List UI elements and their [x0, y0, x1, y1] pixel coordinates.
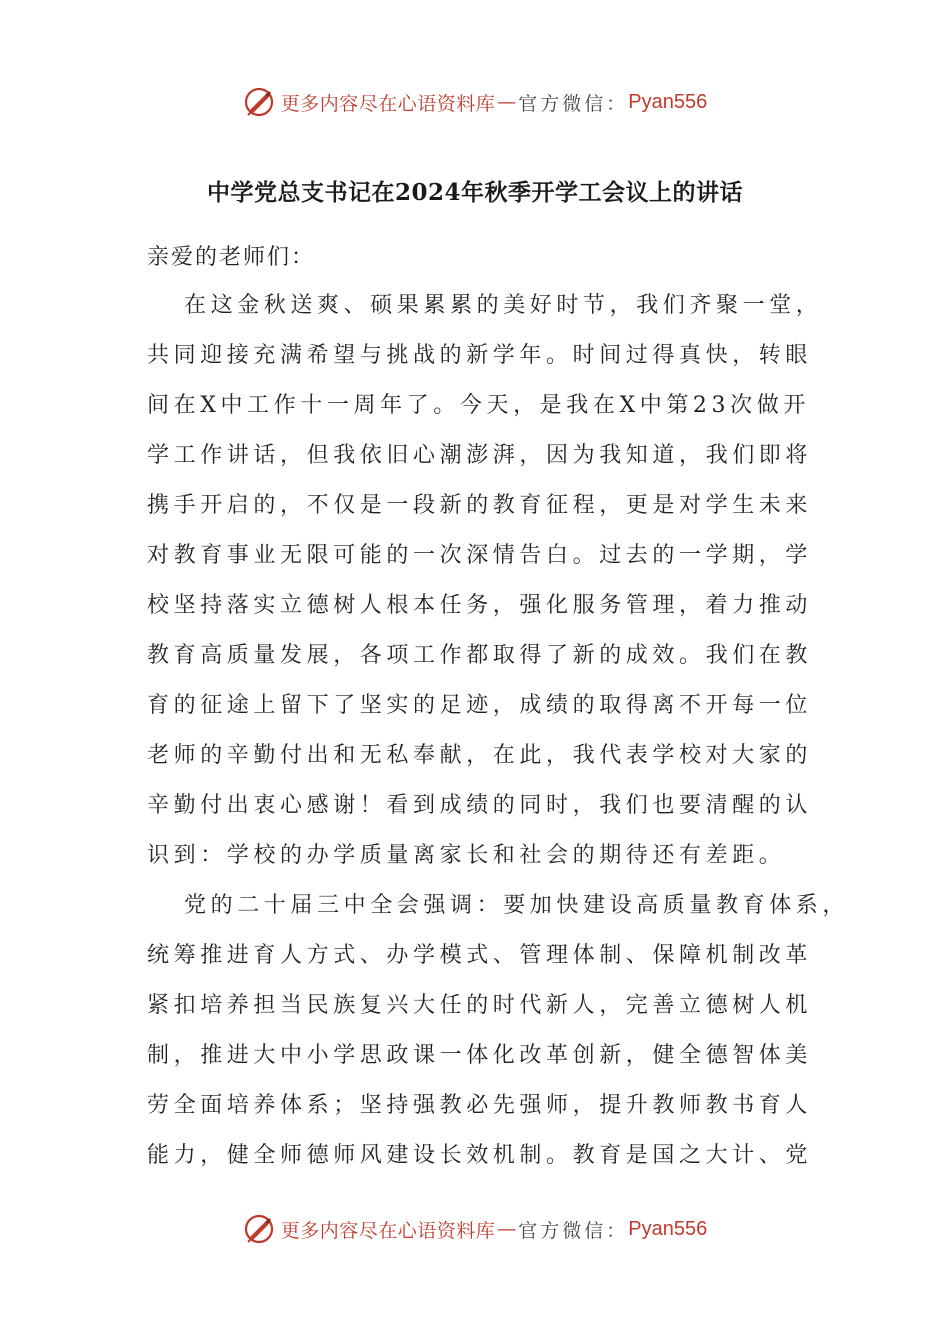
- body-line: 间在X中工作十一周年了。今天，是我在X中第23次做开: [147, 393, 810, 418]
- body-line: 统筹推进育人方式、办学模式、管理体制、保障机制改革: [147, 943, 813, 968]
- document-title: 中学党总支书记在2024年秋季开学工会议上的讲话: [206, 179, 743, 206]
- banner-official-label: 官方微信：: [518, 92, 629, 115]
- body-line: 紧扣培养担当民族复兴大任的时代新人，完善立德树人机: [147, 993, 813, 1018]
- pen-logo-icon: [243, 86, 275, 118]
- body-line: 教育高质量发展，各项工作都取得了新的成效。我们在教: [147, 643, 813, 668]
- banner-brand-text: 更多内容尽在心语资料库: [280, 1219, 496, 1242]
- body-line: 老师的辛勤付出和无私奉献，在此，我代表学校对大家的: [147, 743, 813, 768]
- body-line: 学工作讲话，但我依旧心潮澎湃，因为我知道，我们即将: [147, 443, 813, 468]
- body-line: 共同迎接充满希望与挑战的新学年。时间过得真快，转眼: [147, 343, 813, 368]
- salutation: 亲爱的老师们：: [147, 245, 316, 270]
- banner-dash: —: [497, 1218, 517, 1240]
- body-line: 制，推进大中小学思政课一体化改革创新，健全德智体美: [147, 1043, 813, 1068]
- body-line: 育的征途上留下了坚实的足迹，成绩的取得离不开每一位: [147, 693, 813, 718]
- body-line: 在这金秋送爽、硕果累累的美好时节，我们齐聚一堂，: [184, 293, 823, 318]
- body-line: 校坚持落实立德树人根本任务，强化服务管理，着力推动: [147, 593, 813, 618]
- body-line: 辛勤付出衷心感谢！看到成绩的同时，我们也要清醒的认: [147, 793, 813, 818]
- body-line: 对教育事业无限可能的一次深情告白。过去的一学期，学: [147, 543, 813, 568]
- header-watermark-banner: [0, 82, 950, 122]
- banner-wechat-id: Pyan556: [628, 90, 708, 113]
- body-line: 党的二十届三中全会强调：要加快建设高质量教育体系，: [184, 893, 850, 918]
- banner-official-label: 官方微信：: [518, 1219, 629, 1242]
- banner-wechat-id: Pyan556: [628, 1217, 708, 1240]
- footer-watermark-banner: [0, 1209, 950, 1249]
- body-line: 能力，健全师德师风建设长效机制。教育是国之大计、党: [147, 1143, 813, 1168]
- body-line: 劳全面培养体系；坚持强教必先强师，提升教师教书育人: [147, 1093, 813, 1118]
- pen-logo-icon: [243, 1213, 275, 1245]
- body-line: 携手开启的，不仅是一段新的教育征程，更是对学生未来: [147, 493, 813, 518]
- body-line: 识到：学校的办学质量离家长和社会的期待还有差距。: [147, 843, 786, 868]
- banner-brand-text: 更多内容尽在心语资料库: [280, 92, 496, 115]
- banner-dash: —: [497, 91, 517, 113]
